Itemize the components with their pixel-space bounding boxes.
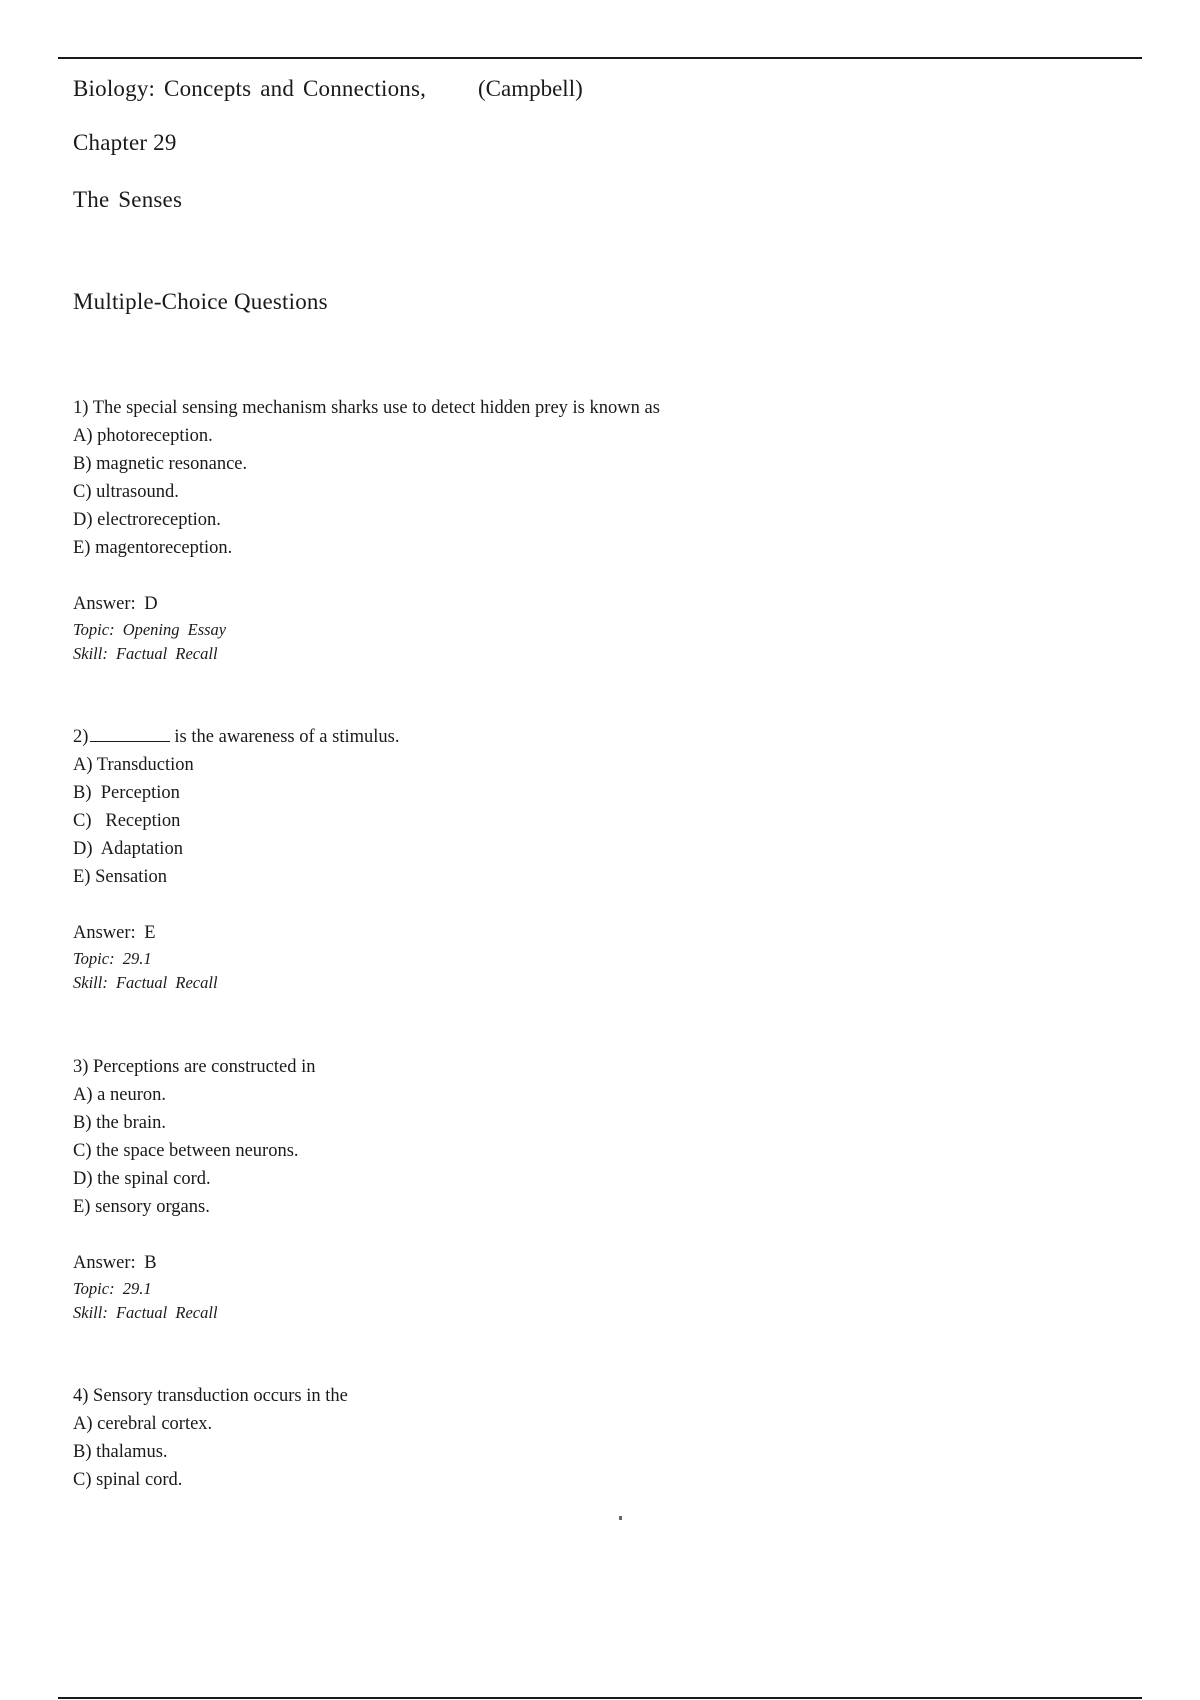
answer-option: C) Reception [73,811,181,831]
bottom-rule [58,1697,1142,1699]
scan-speck [619,1516,622,1520]
question-number: 2) [73,727,89,747]
question-stem [73,723,399,751]
topic-label: Topic: 29.1 [73,949,152,968]
answer-key: Answer: D [73,594,158,614]
answer-option: A) photoreception. [73,426,213,446]
skill-label: Skill: Factual Recall [73,1303,218,1322]
answer-option: D) the spinal cord. [73,1169,211,1189]
question-stem: 1) The special sensing mechanism sharks use to detect hidden prey is known as [73,398,660,418]
answer-option: B) magnetic resonance. [73,454,248,474]
answer-option: A) a neuron. [73,1085,166,1105]
topic-label: Topic: Opening Essay [73,620,227,639]
question-1 [73,394,660,666]
answer-option: E) Sensation [73,867,168,887]
question-stem-text: is the awareness of a stimulus. [174,727,400,747]
answer-key: Answer: E [73,923,156,943]
answer-option: C) spinal cord. [73,1470,183,1490]
question-2 [73,723,399,995]
answer-option: D) Adaptation [73,839,183,859]
book-title: Biology: Concepts and Connections, [73,76,427,101]
answer-option: A) Transduction [73,755,194,775]
answer-option: E) magentoreception. [73,538,233,558]
question-meta [73,919,399,995]
answer-option: C) the space between neurons. [73,1141,299,1161]
skill-label: Skill: Factual Recall [73,644,218,663]
answer-option: D) electroreception. [73,510,221,530]
answer-option: B) the brain. [73,1113,166,1133]
book-author: (Campbell) [478,76,583,101]
skill-label: Skill: Factual Recall [73,973,218,992]
question-4 [73,1382,348,1494]
answer-option: C) ultrasound. [73,482,179,502]
answer-option: E) sensory organs. [73,1197,210,1217]
question-3 [73,1053,315,1325]
chapter-number: Chapter 29 [73,130,177,155]
answer-option: B) Perception [73,783,180,803]
answer-option: B) thalamus. [73,1442,168,1462]
question-stem: 3) Perceptions are constructed in [73,1057,316,1077]
answer-option: A) cerebral cortex. [73,1414,213,1434]
question-stem: 4) Sensory transduction occurs in the [73,1386,348,1406]
answer-key: Answer: B [73,1253,157,1273]
question-meta [73,1249,315,1325]
top-rule [58,57,1142,59]
section-heading: Multiple-Choice Questions [73,289,328,314]
topic-label: Topic: 29.1 [73,1279,152,1298]
fill-in-blank [90,727,170,742]
chapter-title: The Senses [73,187,183,212]
question-meta [73,590,660,666]
